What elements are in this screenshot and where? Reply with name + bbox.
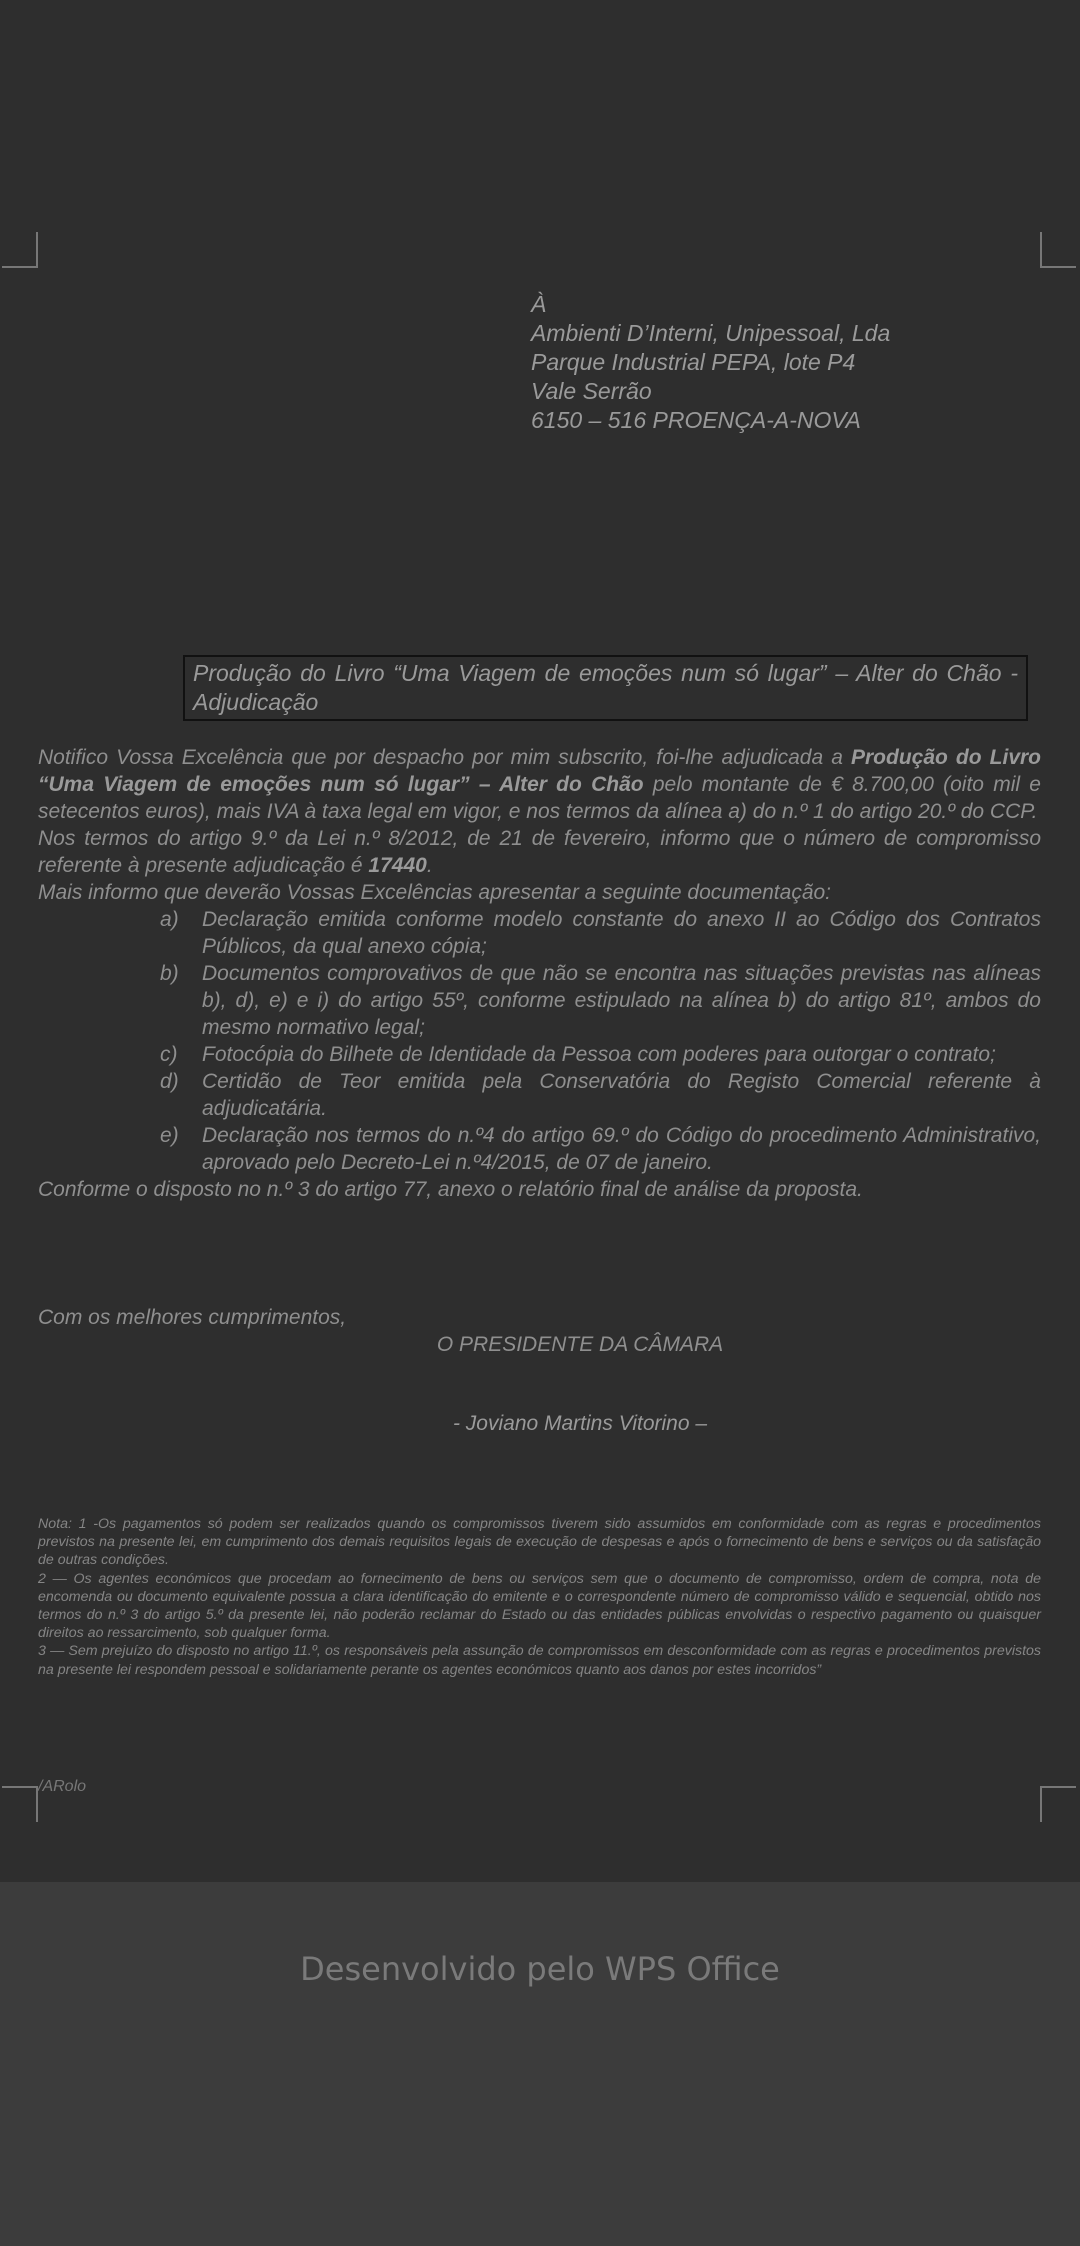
list-item-label: e) [160, 1124, 179, 1147]
list-item [38, 1068, 1041, 1122]
addressee-salutation: À [531, 291, 547, 317]
footer-branding: Desenvolvido pelo WPS Office [300, 1950, 780, 1988]
paragraph-text: pelo montante de € 8.700,00 (oito mil e setecentos euros), mais IVA à taxa legal em vigor, e nos termos da alínea a) do n.º 1 do artigo 20.º do CCP. [38, 773, 1041, 823]
list-item-text: Certidão de Teor emitida pela Conservatória do Registo Comercial referente à adjudicatária. [202, 1070, 1041, 1120]
crop-mark-bottom-left [2, 1786, 38, 1822]
documentation-list [38, 906, 1041, 1176]
subject-box: Produção do Livro “Uma Viagem de emoções num só lugar” – Alter do Chão - Adjudicação [183, 655, 1028, 721]
addressee-street: Parque Industrial PEPA, lote P4 [531, 349, 856, 375]
crop-mark-top-left [2, 232, 38, 268]
footer-bar [0, 1882, 1080, 2246]
legal-note [38, 1515, 1041, 1679]
paragraph-commitment [38, 825, 1041, 879]
reference-initials: /ARolo [38, 1778, 87, 1795]
signer-name: - Joviano Martins Vitorino – [452, 1412, 708, 1435]
list-item [38, 1041, 1041, 1068]
list-item-label: a) [160, 908, 179, 931]
list-item-text: Declaração nos termos do n.º4 do artigo 69.º do Código do procedimento Administrativo, aprovado pelo Decreto-Lei n.º4/2015, de 07 de janeiro. [202, 1124, 1041, 1174]
paragraph-adjudication [38, 744, 1041, 825]
list-item [38, 906, 1041, 960]
paragraph-bold-text: Produção do Livro “Uma Viagem de emoções num só lugar” – Alter do Chão [38, 746, 1041, 796]
commitment-number: 17440 [368, 854, 427, 877]
crop-mark-bottom-right [1040, 1786, 1076, 1822]
president-title: O PRESIDENTE DA CÂMARA [436, 1333, 724, 1356]
paragraph-text: Notifico Vossa Excelência que por despacho por mim subscrito, foi-lhe adjudicada a [38, 746, 851, 769]
note-2: 2 — Os agentes económicos que procedam ao fornecimento de bens ou serviços sem que o documento de compromisso, ordem de compra, nota de encomenda ou documento equivalente possua a clara identificação do emitente e o correspondente número de compromisso válido e sequencial, obtido nos termos do n.º 3 do artigo 5.º da presente lei, não poderão reclamar do Estado ou das entidades públicas envolvidas o respectivo pagamento ou quaisquer direitos ao ressarcimento, sob qualquer forma. [38, 1570, 1041, 1642]
crop-mark-top-right [1040, 232, 1076, 268]
addressee-block [531, 290, 890, 435]
paragraph-report: Conforme o disposto no n.º 3 do artigo 77, anexo o relatório final de análise da proposta. [38, 1178, 863, 1201]
letter-body [38, 744, 1041, 1203]
list-item-label: b) [160, 962, 179, 985]
list-item [38, 1122, 1041, 1176]
paragraph-text: Nos termos do artigo 9.º da Lei n.º 8/2012, de 21 de fevereiro, informo que o número de compromisso referente à presente adjudicação é [38, 827, 1041, 877]
list-item-text: Fotocópia do Bilhete de Identidade da Pessoa com poderes para outorgar o contrato; [202, 1043, 996, 1066]
list-item-text: Documentos comprovativos de que não se encontra nas situações previstas nas alíneas b), d), e) e i) do artigo 55º, conforme estipulado na alínea b) do artigo 81º, ambos do mesmo normativo legal; [202, 962, 1041, 1039]
addressee-postal: 6150 – 516 PROENÇA-A-NOVA [531, 407, 861, 433]
list-item-text: Declaração emitida conforme modelo constante do anexo II ao Código dos Contratos Públicos, da qual anexo cópia; [202, 908, 1041, 958]
paragraph-text: . [426, 854, 433, 877]
list-item-label: d) [160, 1070, 179, 1093]
note-1: Nota: 1 -Os pagamentos só podem ser realizados quando os compromissos tiverem sido assumidos em conformidade com as regras e procedimentos previstos na presente lei, em cumprimento dos demais requisitos legais de execução de despesas e após o fornecimento de bens e serviços ou da satisfação de outras condições. [38, 1516, 1041, 1569]
closing-greeting: Com os melhores cumprimentos, [38, 1306, 347, 1329]
list-item-label: c) [160, 1043, 178, 1066]
paragraph-documentation: Mais informo que deverão Vossas Excelências apresentar a seguinte documentação: [38, 881, 832, 904]
addressee-name: Ambienti D’Interni, Unipessoal, Lda [531, 320, 891, 346]
note-3: 3 — Sem prejuízo do disposto no artigo 11.º, os responsáveis pela assunção de compromissos em desconformidade com as regras e procedimentos previstos na presente lei respondem pessoal e solidariamente perante os agentes económicos quanto aos danos por estes incorridos” [38, 1643, 1041, 1678]
list-item [38, 960, 1041, 1041]
addressee-locality: Vale Serrão [531, 378, 652, 404]
